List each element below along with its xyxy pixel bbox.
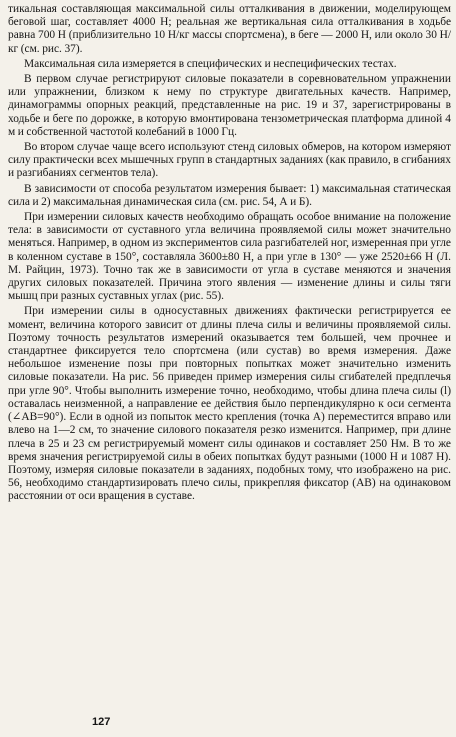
- paragraph-body-position: При измерении силовых качеств необходимо обращать особое внимание на положение тела: в зависимости от суставного угла величина проявляемой силы может значительно меняться. Например, в одном из экспериментов сила разгибателей ног, измеренная при угле в коленном суставе в 150°, составляла 3600±80 Н, а при угле в 130° — уже 2520±66 Н (Л. М. Райцин, 1973). Точно так же в зависимости от угла в суставе меняются и значения других силовых показателей. Причина этого явления — изменение длины и силы тяги мышц при разных суставных углах (рис. 55).: [8, 211, 451, 303]
- paragraph-measurement-result: В зависимости от способа результатом измерения бывает: 1) максимальная статическая сила и 2) максимальная динамическая сила (см. рис. 54, А и Б).: [8, 182, 451, 208]
- paragraph-continuation: тикальная составляющая максимальной силы отталкивания в движении, моделирующем беговой шаг, составляет 4000 Н; реальная же вертикальная сила отталкивания в ходьбе равна 700 Н (приблизительно 10 Н/кг массы спортсмена), в беге — 2000 Н, или около 30 Н/кг (см. рис. 37).: [8, 3, 451, 55]
- paragraph-single-joint-movements: При измерении силы в односуставных движениях фактически регистрируется ее момент, величина которого зависит от длины плеча силы и величины проявляемой силы. Поэтому точность результатов измерений оказывается тем большей, чем прочнее и стандартнее фиксируется тело спортсмена (или сустав) во время измерения. Даже небольшое изменение позы при повторных попытках может значительно изменить силовые показатели. На рис. 56 приведен пример измерения силы сгибателей предплечья при угле 90°. Чтобы выполнить измерение точно, необходимо, чтобы длина плеча силы (l) оставалась неизменной, а направление ее действия было перпендикулярно к оси сегмента (∠AB=90°). Если в одной из попыток место крепления (точка А) переместится вправо или влево на 1—2 см, то значение силового показателя резко изменится. Например, при длине плеча в 25 и 23 см регистрируемый момент силы одинаков и составляет 250 Нм. В то же время значения регистрируемой силы в обеих попытках будут разными (1000 Н и 1087 Н). Поэтому, измеряя силовые показатели в заданиях, подобных тому, что изображено на рис. 56, необходимо стандартизировать плечо силы, прикрепляя фиксатор (АВ) на одинаковом расстоянии от оси вращения в суставе.: [8, 305, 451, 503]
- paragraph-second-case: Во втором случае чаще всего используют стенд силовых обмеров, на котором измеряют силу практически всех мышечных групп в стандартных заданиях (как правило, в сгибаниях и разгибаниях сегментов тела).: [8, 141, 451, 180]
- paragraph-max-strength-tests: Максимальная сила измеряется в специфических и неспецифических тестах.: [24, 57, 397, 70]
- page-number: 127: [92, 716, 111, 728]
- paragraph-first-case: В первом случае регистрируют силовые показатели в соревновательном упражнении или упражнении, близком к нему по структуре двигательных качеств. Например, динамограммы опорных реакций, представленные на рис. 19 и 37, зарегистрированы в ходьбе и беге по дорожке, в которую вмонтирована тензометрическая платформа длиной 4 м и собственной частотой колебаний в 1000 Гц.: [8, 73, 451, 138]
